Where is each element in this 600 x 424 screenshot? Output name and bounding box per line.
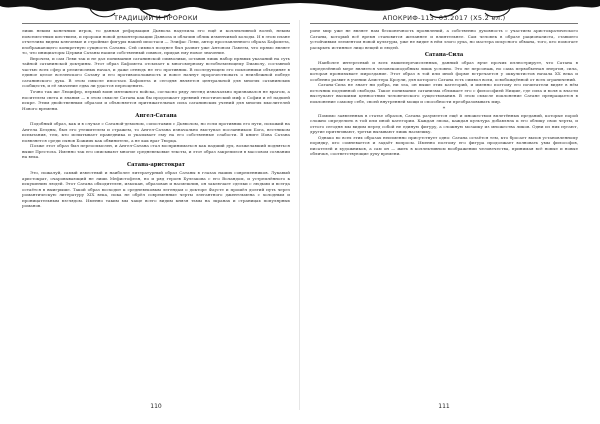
paragraph: Точно так же Люцифер, первый воин мятежного войска, согласно ряду легенд изначально признавался не врагом, а носителем света и знания — в этом смысле Сатана как бы продолжает древний гностический миф о Софии и её падшей искре. Этим двойственным образом и объясняется притяжательная сила сатанинских учений для многих мыслителей Нового времени. bbox=[22, 89, 290, 111]
paragraph: роне мир уже не являет нам бесконечность проявлений, а собственно духовность с участием аристократического Сатаны, который всё время становится желаннее и влиятельнее. Сам человек в образе рационалиста, ставшего устойчивым элементом новой культуры, уже не видит в нём злого духа, но мастера искусного обмана, того, кто помогает раскрыть истинное лицо вещей и людей. bbox=[310, 28, 578, 50]
paragraph: Наиболее интересный и всех вышеперечисленных, данный образ ярче прочих иллюстрирует, что Сатана в определённой мере является человекоподобным лишь условно. Это не персонаж, но сама первобытная энергия, сила, которая пронизывает мироздание. Этот образ в той или иной форме встречается у оккультистов начала XX века и особенно развит в учении Алистера Кроули, для которого Сатана есть символ воли, освобождённой от всех ограничений. bbox=[310, 60, 578, 82]
paragraph: Однако во всех этих образах неизменно присутствует одно: Сатана остаётся тем, кто бросает вызов установленному порядку, кто сомневается и задаёт вопросы. Именно поэтому его фигура продолжает волновать умы философов, писателей и художников, а сам он — жить в коллективном воображении человечества, принимая всё новые и новые обличья, соответствующие духу времени. bbox=[310, 134, 578, 157]
page-text bbox=[22, 28, 290, 209]
paragraph: Помимо заявленных в статье образов, Сатана разумеется ещё и множеством вплетённых преданий, которые порой сложно определить в той или иной категории. Каждая эпоха, каждая культура добавляла к его облику свои черты, и оттого сегодня мы видим перед собой не единую фигуру, а сложную мозаику из множества ликов. Одни из них пугают, другие притягивают, третьи вызывают лишь насмешку. bbox=[310, 112, 578, 135]
paragraph: Впрочем, и сам Леви так и не дал понимания сатанинской символики, оставив лишь набор прямых указаний на суть тайной сатанинской доктрины. Этот образ Бафомета отсылает к многомерному всеобъемлющему Dиаволу, составной частью всех сфер и религиозных начал, и даже отнюдь не его противник. В последующем его поклонники объединят в единое целое вселенского Сатану и его противоположность и вовсе начнут пророчествовать о неизбежной победе сатанинского духа. В этом смысле ипостась Бафомета и сегодня является центральной для многих сатанинских сообществ, и её значение едва ли удастся переоценить. bbox=[22, 55, 290, 89]
section-heading: Ангел-Сатана bbox=[135, 113, 177, 120]
paragraph: лишь неким конечным игрок, то данная реформация Дьявола наделила его ещё и коллективной волей, неким повсеместным шествием, и пророки новой демонтерохации Дьявола и облачив облик изменчивой колоды. И в этом плане отчетливо видны ключевые и стройные фигуры нашей ипостаси — Элифас Леви, автор прославленного образа Бафомета, изображающего конкретную сущность Сатаны. Сей символ позднее был развит уже Антоном Лавеем, что прямо являет то, что инициаторы Церкви Сатаны нашли собственный символ, придав ему новое значение. bbox=[22, 28, 290, 56]
right-page bbox=[310, 14, 578, 410]
section-separator: * bbox=[442, 105, 446, 112]
section-heading: Сатана-аристократ bbox=[127, 162, 185, 169]
left-page bbox=[22, 14, 290, 410]
page-text bbox=[310, 28, 578, 157]
running-head: АПОКРИФ-113: 03.2017 (Х5.2 ел.) bbox=[310, 14, 578, 24]
section-heading: Сатана-Сила bbox=[424, 52, 464, 59]
paragraph: Подобный образ, как и в случае с Сатаной-демоном, сопоставим с Дьяволом, но если противник его пути, похожий на Ангела Бездны, был его утешителем и стражем, то Ангел-Сатана изначально выступал посланником Бога, вестником испытания, тем, кто испытывает праведника и указывает ему на его собственные слабости. В книге Иова Сатана появляется среди сынов Божиих как обвинитель, а не как враг Творца. bbox=[22, 121, 290, 143]
paragraph: Сатана-Сила не знает ни добра, ни зла, он выше этих категорий, и именно поэтому его почитатели видят в нём источник подлинной свободы. Такое понимание сатанизма сближает его с философией Ницше, где сила и воля к власти выступают высшими ценностями человеческого существования. В этом смысле поклонение Сатане превращается в поклонение самому себе, своей внутренней мощи и способности преобразовывать мир. bbox=[310, 82, 578, 105]
page-gutter bbox=[299, 20, 300, 410]
running-head: ТРАДИЦИИ И ПРОРОКИ bbox=[22, 14, 290, 24]
page-number: 110 bbox=[150, 403, 162, 410]
paragraph: Позже этот образ был переосмыслен, и Ангел-Сатана стал восприниматься как падший дух, возжелавший подняться выше Престола. Именно так его описывают многие средневековые тексты, и этот образ закрепился в массовом сознании на века. bbox=[22, 143, 290, 160]
page-number: 111 bbox=[438, 403, 450, 410]
paragraph: Это, пожалуй, самый известный и наиболее литературный образ Сатаны в глазах наших современников. Лукавый аристократ, очаровывающий не лишь Мефистофеля, но и ряд героев Булгакова с его Воландом, и устремлённого к искушению людей. Этот Сатана обходителен, изыскан, образован и насмешлив, он заключает сделки с людьми и всегда остаётся в выигрыше. Такой образ восходит к средневековым легендам о докторе Фаусте и прошёл долгий путь через романтическую литературу XIX века, пока не обрёл современные черты элегантного джентльмена с холодным и проницательным взглядом. Именно таким мы чаще всего видим князя тьмы на экранах и страницах популярных романов. bbox=[22, 170, 290, 209]
